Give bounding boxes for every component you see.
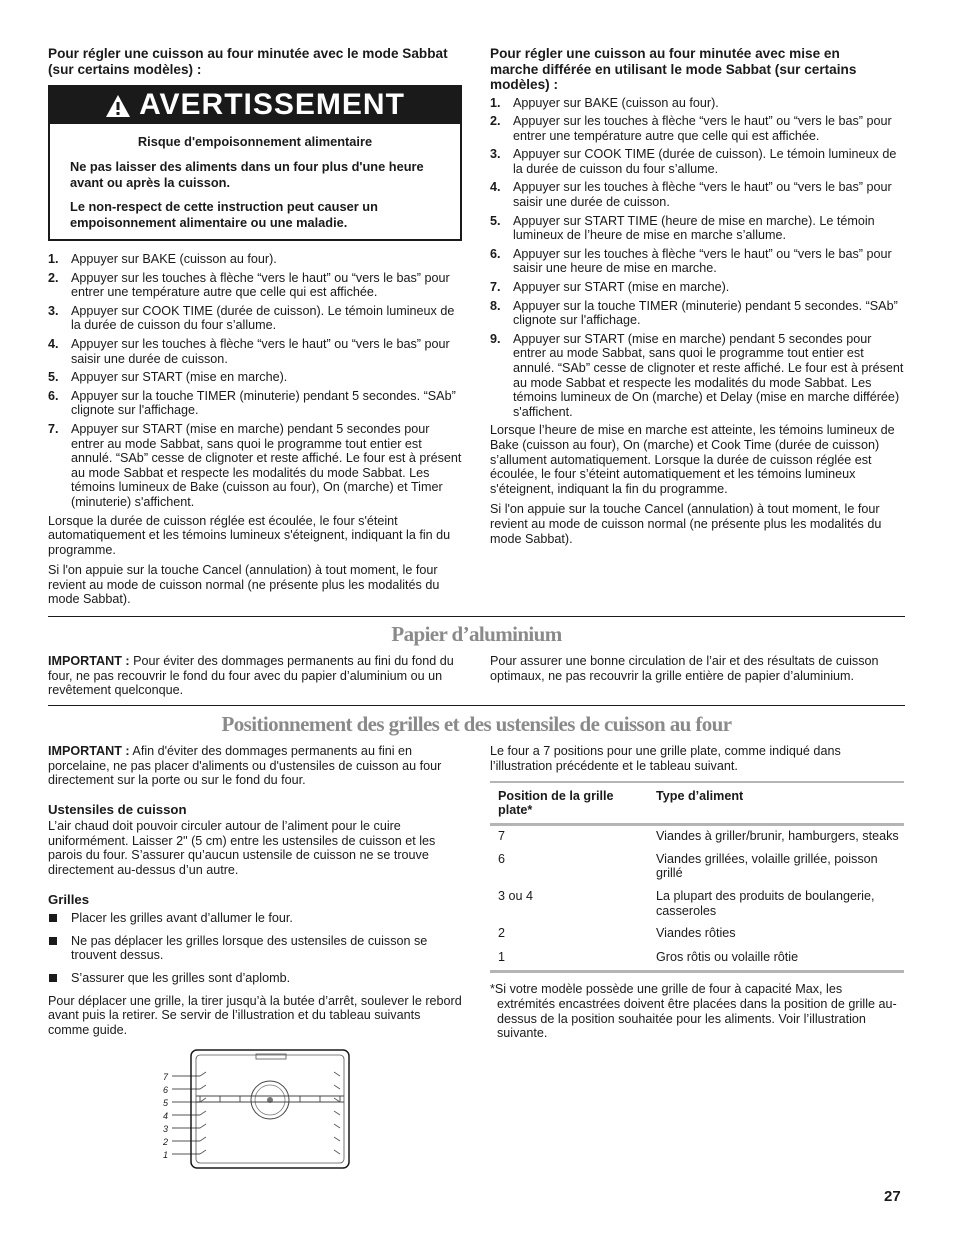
rack-position-label: 1 xyxy=(163,1150,169,1160)
racks-left-column xyxy=(48,744,462,1043)
step-text: Appuyer sur la touche TIMER (minuterie) pendant 5 secondes. “SAb” clignote sur l'affichage. xyxy=(513,298,898,328)
racks-section-title: Positionnement des grilles et des ustensiles de cuisson au four xyxy=(221,712,732,736)
table-row xyxy=(490,926,904,950)
foil-circulation-text: Pour assurer une bonne circulation de l’air et des résultats de cuisson optimaux, ne pas recouvrir la grille entière de papier d’aluminium. xyxy=(490,654,879,683)
paragraph: Lorsque l’heure de mise en marche est atteinte, les témoins lumineux de Bake (cuisson au four), On (marche) et Cook Time (durée de cuisson) s’allument automatiquement. Lorsque la durée de cuisson réglée est écoulée, le four s’éteint automatiquement et les témoins lumineux s'éteignent, indiquant la fin du programme. xyxy=(490,423,895,496)
paragraph: Si l'on appuie sur la touche Cancel (annulation) à tout moment, le four revient au mode de cuisson normal (ne présente plus les modalités du mode Sabbat). xyxy=(48,563,440,607)
step-number: 1. xyxy=(48,252,59,266)
step-number: 3. xyxy=(490,147,501,162)
step-item xyxy=(490,147,904,176)
step-item xyxy=(490,214,904,243)
warning-line: Risque d'empoisonnement alimentaire xyxy=(137,134,373,149)
step-number: 5. xyxy=(490,213,501,228)
grilles-bullets xyxy=(48,911,462,985)
rack-position-label: 7 xyxy=(163,1072,169,1082)
right-steps-list xyxy=(490,96,904,420)
table-cell: 3 ou 4 xyxy=(498,888,534,903)
step-item xyxy=(490,114,904,143)
sabbat-delayed-heading: Pour régler une cuisson au four minutée avec mise en marche différée en utilisant le mode Sabbat (sur certains modèles) : xyxy=(490,46,857,92)
oven-rack-diagram xyxy=(160,1046,355,1172)
step-number: 1. xyxy=(490,95,501,110)
step-text: Appuyer sur START (mise en marche). xyxy=(513,280,730,295)
racks-intro-text: Le four a 7 positions pour une grille plate, comme indiqué dans l’illustration précédente et le tableau suivant. xyxy=(490,744,841,773)
step-number: 6. xyxy=(48,388,59,403)
step-text: Appuyer sur START (mise en marche) pendant 5 secondes pour entrer au mode Sabbat, sans quoi le programme tout entier est annulé. “SAb” cesse de clignoter et reste affiché. Le four est à présent au mode Sabbat et respecte les modalités du mode Sabbat. Les témoins lumineux de On (marche) et Delay (mise en marche différée) s'affichent. xyxy=(513,331,904,419)
step-number: 2. xyxy=(48,270,59,285)
section-divider xyxy=(48,705,905,706)
step-text: Appuyer sur COOK TIME (durée de cuisson). Le témoin lumineux de la durée de cuisson du four s’allume. xyxy=(513,147,897,176)
step-number: 6. xyxy=(490,246,501,261)
step-number: 2. xyxy=(490,114,501,129)
warning-triangle-icon xyxy=(105,94,131,118)
table-cell: Gros rôtis ou volaille rôtie xyxy=(656,949,799,964)
racks-important-text: Afin d'éviter des dommages permanents au fini en porcelaine, ne pas placer d'aliments ou d'ustensiles de cuisson au four directement sur la porte ou sur le fond du four. xyxy=(48,744,442,788)
step-text: Appuyer sur les touches à flèche “vers le haut” ou “vers le bas” pour saisir une heure de mise en marche. xyxy=(513,246,892,276)
warning-line: Ne pas laisser des aliments dans un four plus d'une heure avant ou après la cuisson. xyxy=(70,159,424,190)
step-item xyxy=(490,180,904,209)
warning-box xyxy=(48,85,462,241)
racks-right-column xyxy=(490,744,906,1047)
step-number: 5. xyxy=(48,370,59,385)
table-cell: 7 xyxy=(498,829,506,844)
rack-position-label: 4 xyxy=(163,1111,169,1121)
step-item xyxy=(48,370,462,385)
step-text: Appuyer sur START (mise en marche). xyxy=(71,370,288,385)
important-label: IMPORTANT : xyxy=(48,744,130,758)
table-header-row xyxy=(490,782,904,825)
ustensiles-text: L’air chaud doit pouvoir circuler autour de l’aliment pour le cuire uniformément. Laisser 2" (5 cm) entre les ustensiles de cuisson et les parois du four. S’assurer qu’aucun ustensile de cuisson ne se trouve directement au-dessus d’un autre. xyxy=(48,819,436,878)
rack-position-label: 3 xyxy=(163,1124,169,1134)
sabbat-timed-heading: Pour régler une cuisson au four minutée avec le mode Sabbat (sur certains modèles) : xyxy=(48,46,448,77)
step-item xyxy=(48,271,462,300)
step-item xyxy=(490,332,904,420)
bullet-square-icon xyxy=(49,974,57,982)
warning-title: AVERTISSEMENT xyxy=(139,88,405,122)
column-header: Position de la grille plate* xyxy=(498,789,614,818)
column-header: Type d’aliment xyxy=(656,789,744,804)
step-item xyxy=(490,247,904,276)
table-row xyxy=(490,950,904,972)
step-text: Appuyer sur COOK TIME (durée de cuisson). Le témoin lumineux de la durée de cuisson du four s’allume. xyxy=(71,303,455,333)
left-top-column xyxy=(48,46,462,613)
racks-important-paragraph xyxy=(48,744,462,788)
step-text: Appuyer sur les touches à flèche “vers le haut” ou “vers le bas” pour entrer une température autre que celle qui est affichée. xyxy=(513,114,892,143)
step-text: Appuyer sur les touches à flèche “vers le haut” ou “vers le bas” pour entrer une température autre que celle qui est affichée. xyxy=(71,270,450,300)
step-item xyxy=(48,422,462,510)
list-item xyxy=(48,911,462,926)
step-item xyxy=(490,96,904,111)
rack-position-label: 5 xyxy=(163,1098,169,1108)
step-text: Appuyer sur BAKE (cuisson au four). xyxy=(71,252,277,266)
ustensiles-heading: Ustensiles de cuisson xyxy=(48,801,187,817)
grilles-heading: Grilles xyxy=(48,891,90,907)
list-item xyxy=(48,934,462,963)
step-text: Appuyer sur START TIME (heure de mise en marche). Le témoin lumineux de l’heure de mise en marche s’allume. xyxy=(513,213,875,243)
table-row xyxy=(490,852,904,889)
step-item xyxy=(490,299,904,328)
table-cell: Viandes rôties xyxy=(656,926,736,941)
paragraph: Si l'on appuie sur la touche Cancel (annulation) à tout moment, le four revient au mode de cuisson normal (ne présente plus les modalités du mode Sabbat). xyxy=(490,502,882,546)
warning-line: Le non-respect de cette instruction peut causer un empoisonnement alimentaire ou une maladie. xyxy=(70,199,378,230)
step-text: Appuyer sur les touches à flèche “vers le haut” ou “vers le bas” pour saisir une durée de cuisson. xyxy=(71,336,450,366)
rack-position-label: 6 xyxy=(163,1085,169,1095)
step-number: 4. xyxy=(48,336,59,351)
step-item xyxy=(48,389,462,418)
step-item xyxy=(48,304,462,333)
step-text: Appuyer sur BAKE (cuisson au four). xyxy=(513,95,719,110)
bullet-square-icon xyxy=(49,914,57,922)
bullet-text: S’assurer que les grilles sont d’aplomb. xyxy=(71,970,291,985)
step-number: 8. xyxy=(490,298,501,313)
rack-position-table xyxy=(490,781,904,973)
table-cell: 1 xyxy=(498,949,506,964)
bullet-text: Ne pas déplacer les grilles lorsque des ustensiles de cuisson se trouvent dessus. xyxy=(71,933,428,963)
table-cell: Viandes à griller/brunir, hamburgers, steaks xyxy=(656,829,899,844)
step-number: 3. xyxy=(48,303,59,318)
step-text: Appuyer sur la touche TIMER (minuterie) pendant 5 secondes. “SAb” clignote sur l'affichage. xyxy=(71,388,456,418)
step-item xyxy=(48,252,462,267)
bullet-square-icon xyxy=(49,937,57,945)
step-number: 9. xyxy=(490,331,501,346)
table-footnote: *Si votre modèle possède une grille de four à capacité Max, les extrémités encastrées doivent être placées dans la position de grille au-dessus de la position souhaitée pour les aliments. Voir l’illustration suivante. xyxy=(490,982,897,1041)
section-divider xyxy=(48,616,905,617)
foil-section-title: Papier d’aluminium xyxy=(391,622,562,646)
step-item xyxy=(490,280,904,295)
foil-left-text xyxy=(48,654,462,704)
step-number: 7. xyxy=(490,280,501,295)
table-cell: 2 xyxy=(498,926,506,941)
important-label: IMPORTANT : xyxy=(48,654,130,668)
step-number: 4. xyxy=(490,180,501,195)
right-top-column xyxy=(490,46,904,552)
foil-right-text xyxy=(490,654,904,689)
foil-important-paragraph xyxy=(48,654,462,698)
left-steps-list xyxy=(48,252,462,510)
paragraph: Lorsque la durée de cuisson réglée est écoulée, le four s'éteint automatiquement et les témoins lumineux s'éteignent, indiquant la fin du programme. xyxy=(48,513,451,557)
warning-header xyxy=(50,87,460,124)
oven-cavity-illustration xyxy=(160,1046,355,1172)
move-rack-text: Pour déplacer une grille, la tirer jusqu’à la butée d’arrêt, soulever le rebord avant puis la retirer. Se servir de l’illustration et du tableau suivants comme guide. xyxy=(48,993,462,1037)
table-cell: La plupart des produits de boulangerie, casseroles xyxy=(656,888,875,918)
step-item xyxy=(48,337,462,366)
table-row xyxy=(490,889,904,926)
bullet-text: Placer les grilles avant d’allumer le four. xyxy=(71,911,293,926)
table-cell: Viandes grillées, volaille grillée, poisson grillé xyxy=(656,851,878,881)
table-cell: 6 xyxy=(498,851,506,866)
foil-important-text: Pour éviter des dommages permanents au fini du fond du four, ne pas recouvrir le fond du four avec du papier d’aluminium ou un revêtement quelconque. xyxy=(48,654,454,698)
step-number: 7. xyxy=(48,421,59,436)
table-row xyxy=(490,825,904,852)
warning-body xyxy=(50,124,460,239)
page-number: 27 xyxy=(884,1188,901,1205)
rack-position-label: 2 xyxy=(163,1137,169,1147)
list-item xyxy=(48,971,462,986)
step-text: Appuyer sur les touches à flèche “vers le haut” ou “vers le bas” pour saisir une durée de cuisson. xyxy=(513,180,892,210)
step-text: Appuyer sur START (mise en marche) pendant 5 secondes pour entrer au mode Sabbat, sans quoi le programme tout entier est annulé. “SAb” cesse de clignoter et reste affiché. Le four est à présent au mode Sabbat et respecte les modalités du mode Sabbat. Les témoins lumineux de Bake (cuisson au four), On (marche) et Timer (minuterie) s'affichent. xyxy=(71,421,462,509)
